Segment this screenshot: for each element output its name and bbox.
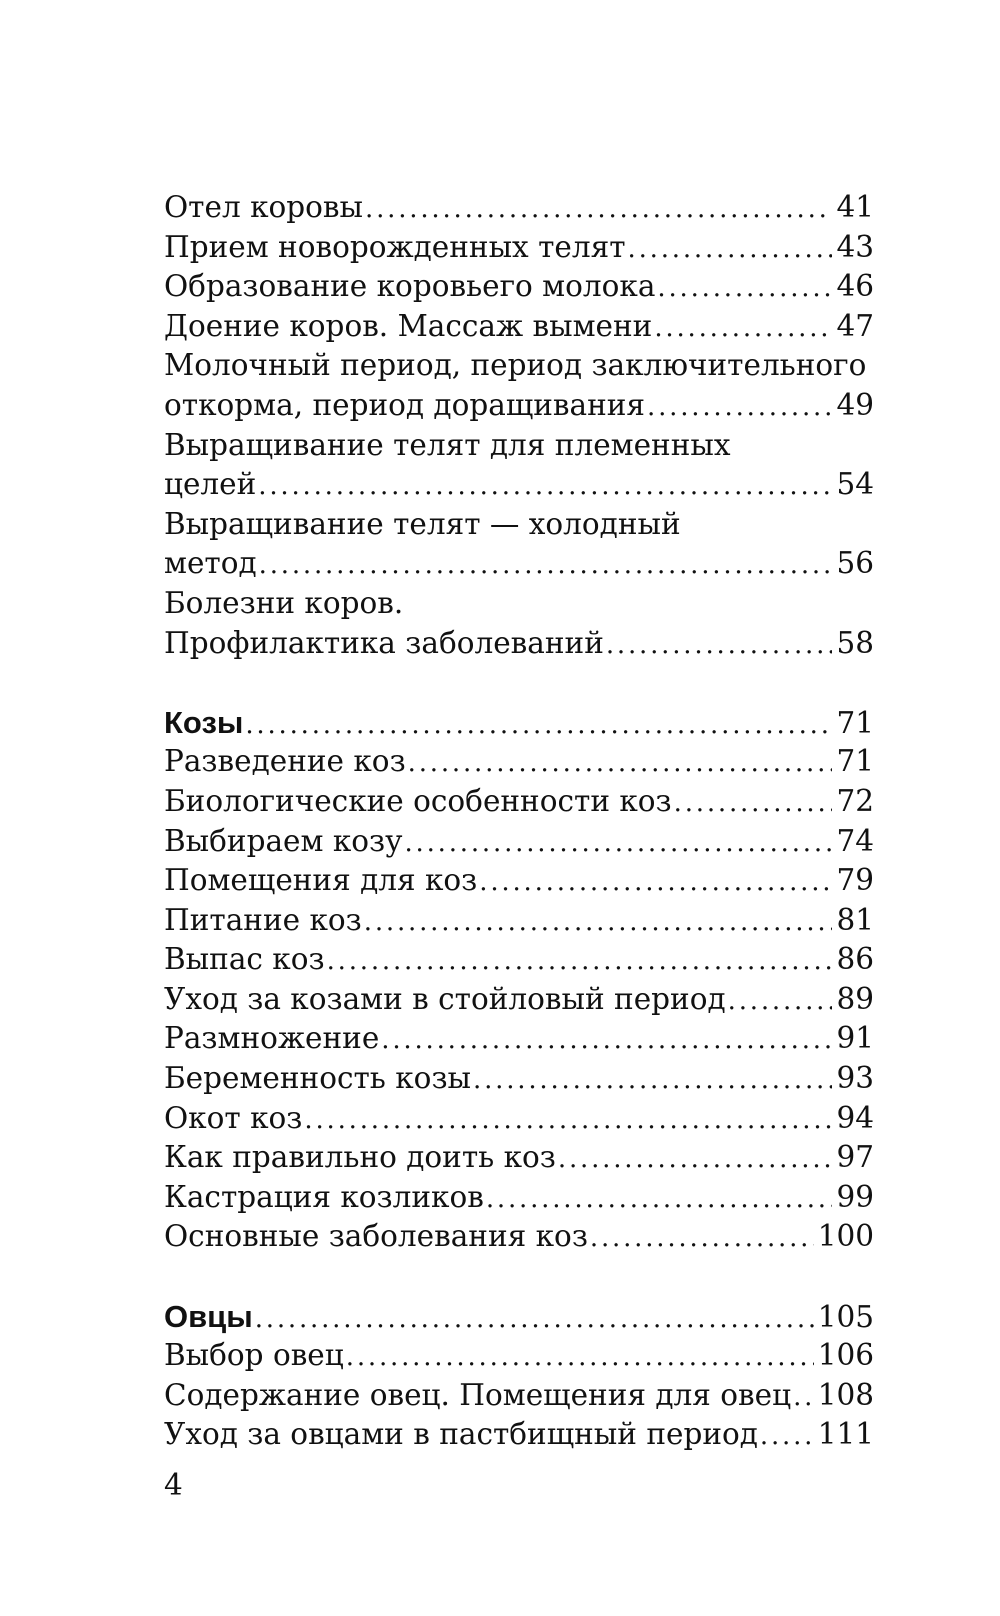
toc-entry-page: 81 [836,902,874,937]
toc-entry-page: 89 [836,981,874,1016]
toc-entry [164,624,874,664]
toc-entry-title: Разведение коз [164,744,406,779]
toc-section-sheep [164,1297,874,1337]
toc-entry-title: Выбор овец [164,1338,344,1373]
toc-section-title: Козы [164,704,244,740]
toc-entry [164,822,874,862]
dot-leader [365,190,832,230]
toc-entry-title: Выпас коз [164,942,325,977]
dot-leader [606,626,833,666]
dot-leader [657,269,832,309]
toc-entry-title-line: Болезни коров. [164,585,404,620]
toc-entry [164,1138,874,1178]
dot-leader [327,942,833,982]
toc-entry-page: 72 [836,783,874,818]
dot-leader [473,1061,832,1101]
toc-entry-title: Биологические особенности коз [164,783,672,818]
toc-entry-page: 97 [836,1140,874,1175]
page-number: 4 [164,1468,183,1502]
toc-entry [164,1019,874,1059]
toc-entry-title: Кастрация козликов [164,1179,484,1214]
toc-entry [164,228,874,268]
toc-entry-title: Уход за козами в стойловый период [164,981,726,1016]
toc-entry-title: Образование коровьего молока [164,269,656,304]
toc-entry [164,465,874,505]
toc-entry-title: Отел коровы [164,190,364,224]
toc-entry-page: 108 [817,1377,874,1412]
toc-entry-page: 91 [836,1021,874,1056]
dot-leader [628,230,833,270]
toc-group-cows [164,188,874,663]
toc-entry-page: 74 [836,823,874,858]
toc-entry [164,1059,874,1099]
toc-entry [164,1178,874,1218]
toc-entry-title: Содержание овец. Помещения для овец [164,1377,792,1412]
toc-group-sheep [164,1336,874,1455]
toc-entry [164,307,874,347]
toc-entry [164,901,874,941]
toc-entry-page: 79 [836,863,874,898]
toc-entry [164,1376,874,1416]
dot-leader [728,982,833,1022]
dot-leader [793,1378,814,1418]
dot-leader [245,706,832,746]
toc-entry-title-line: Выращивание телят — холодный [164,506,681,541]
toc-entry-page: 99 [836,1179,874,1214]
toc-entry [164,544,874,584]
toc-entry-title: Размножение [164,1021,380,1056]
toc-entry [164,267,874,307]
toc-entry-title: Беременность козы [164,1061,472,1096]
dot-leader [304,1101,832,1141]
dot-leader [255,1300,814,1340]
toc-entry-title: Прием новорожденных телят [164,229,626,264]
toc-entry-page: 86 [836,942,874,977]
dot-leader [558,1140,833,1180]
toc-entry-title: Профилактика заболеваний [164,625,604,660]
toc-entry-title: Уход за овцами в пастбищный период [164,1417,758,1452]
dot-leader [364,903,833,943]
dot-leader [590,1219,814,1259]
toc-entry-title: Выбираем козу [164,823,403,858]
toc-entry-page: 100 [817,1219,874,1254]
toc-entry-page: 58 [836,625,874,660]
toc-entry [164,980,874,1020]
toc-entry [164,782,874,822]
toc-entry-page: 47 [836,308,874,343]
toc-entry-title: Окот коз [164,1100,303,1135]
toc-section-title: Овцы [164,1298,253,1334]
dot-leader [674,784,833,824]
toc-entry-page: 111 [817,1417,874,1452]
toc-entry [164,742,874,782]
toc-section-goats [164,703,874,743]
toc-entry-title: Помещения для коз [164,863,478,898]
toc-entry-page: 54 [836,467,874,502]
dot-leader [654,309,832,349]
toc-entry [164,188,874,228]
toc-entry [164,386,874,426]
toc-section-page: 71 [836,705,874,740]
dot-leader [258,467,832,507]
toc-entry-title: метод [164,546,257,581]
toc-group-goats [164,742,874,1257]
toc-section-page: 105 [817,1299,874,1334]
dot-leader [381,1021,832,1061]
toc-entry-title: целей [164,467,257,502]
toc-entry-title: откорма, период доращивания [164,387,646,422]
toc-entry-page: 43 [836,229,874,264]
toc-entry-page: 71 [836,744,874,779]
toc-entry-page: 46 [836,269,874,304]
dot-leader [408,744,833,784]
toc-entry [164,1336,874,1376]
toc-entry-page: 41 [836,190,874,224]
toc-entry-page: 106 [817,1338,874,1373]
toc-entry-page: 93 [836,1061,874,1096]
dot-leader [346,1338,814,1378]
toc-entry-title: Основные заболевания коз [164,1219,588,1254]
toc-entry-page: 56 [836,546,874,581]
toc-entry [164,1415,874,1455]
dot-leader [259,546,833,586]
dot-leader [647,388,832,428]
toc-entry-title: Как правильно доить коз [164,1140,556,1175]
toc-entry-title-line: Молочный период, период заключительного [164,348,867,383]
toc-entry [164,1217,874,1257]
toc-entry-page: 49 [836,387,874,422]
toc-entry-title: Питание коз [164,902,362,937]
table-of-contents [164,188,874,1455]
toc-entry [164,861,874,901]
toc-entry-title: Доение коров. Массаж вымени [164,308,653,343]
dot-leader [479,863,832,903]
dot-leader [760,1417,814,1457]
toc-entry [164,940,874,980]
toc-entry-page: 94 [836,1100,874,1135]
toc-entry-title-line: Выращивание телят для племенных [164,427,731,462]
toc-entry [164,1099,874,1139]
dot-leader [486,1180,833,1220]
dot-leader [404,824,832,864]
